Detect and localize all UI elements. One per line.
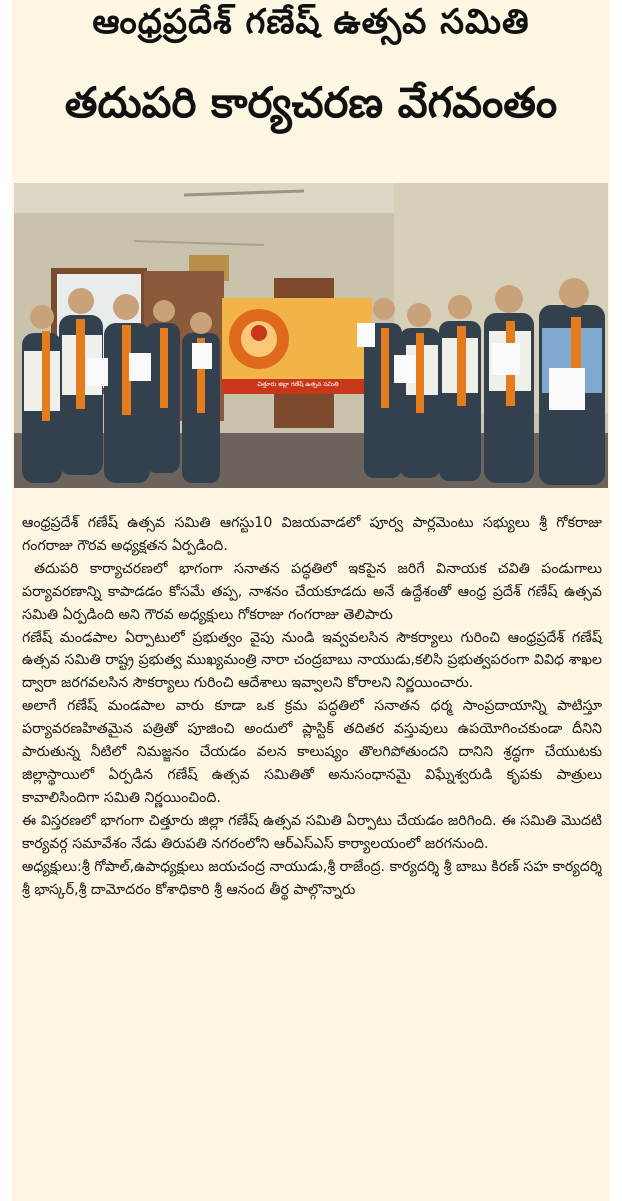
- news-photo: [14, 183, 608, 488]
- newspaper-clipping: [12, 0, 610, 1201]
- paragraph-2: తదుపరి కార్యాచరణలో భాగంగా సనాతన పద్ధతిలో ఇకపైన జరిగే వినాయక చవితి పండుగాలు పర్యావరణాన్ని కాపాడడం కోసమే తప్ప, నాశనం చేయకూడదు అనే ఉద్దేశంతో ఆంధ్ర ప్రదేశ్ గణేష్ ఉత్సవ సమితి ఏర్పడింది అని గౌరవ అధ్యక్షులు గోకరాజు గంగరాజు తెలిపారు: [22, 560, 602, 623]
- article-body: [22, 512, 602, 901]
- banner-text: చిత్తూరు జిల్లా గణేష్ ఉత్సవ సమితి: [257, 381, 339, 388]
- paragraph-4: అలాగే గణేష్ మండపాల వారు కూడా ఒక క్రమ పద్ధతిలో సనాతన ధర్మ సాంప్రదాయాన్ని పాటిస్తూ పర్యావరణహితమైన పత్రితో పూజించి అందులో ప్లాస్టిక్ తదితర వస్తువులు ఉపయోగించకుండా దీనిని పారుతున్న నీటిలో నిమజ్జనం చేయడం వలన కాలుష్యం తొలగిపోతుందని దానిని శ్రద్ధగా చేయుటకు జిల్లాస్థాయిలో ఏర్పడిన గణేష్ ఉత్సవ సమితితో అనుసంధానమై విఘ్నేశ్వరుడి కృపకు పాత్రులు కావాలిసిందిగా సమితి నిర్ణయించింది.: [22, 698, 602, 806]
- paragraph-1: ఆంధ్రప్రదేశ్ గణేష్ ఉత్సవ సమితి ఆగస్టు10 విజయవాడలో పూర్వ పార్లమెంటు సభ్యులు శ్రీ గోకరాజు గంగరాజు గౌరవ అధ్యక్షతన ఏర్పడింది.: [22, 515, 602, 554]
- headline-line-1: ఆంధ్రప్రదేశ్ గణేష్ ఉత్సవ సమితి: [92, 2, 530, 42]
- paragraph-5: ఈ విస్తరణలో భాగంగా చిత్తూరు జిల్లా గణేష్ ఉత్సవ సమితి ఏర్పాటు చేయడం జరిగింది. ఈ సమితి మొదటి కార్యవర్గ సమావేశం నేడు తిరుపతి నగరంలోని ఆర్ఎస్ఎస్ కార్యాలయంలో జరగనుంది.: [22, 812, 602, 852]
- paragraph-3: గణేష్ మండపాల ఏర్పాటులో ప్రభుత్వం వైపు నుండి ఇవ్వవలసిన సౌకర్యాలు గురించి ఆంధ్రప్రదేశ్ గణేష్ ఉత్సవ సమితి రాష్ట్ర ప్రభుత్వ ముఖ్యమంత్రి నారా చంద్రబాబు నాయుడు,కలిసి ప్రభుత్వపరంగా వివిధ శాఖల ద్వారా జరగవలసిన సౌకర్యాలు గురించి ఆదేశాలు ఇవ్వాలని కోరాలని నిర్ణయించారు.: [22, 629, 602, 692]
- headline-line-2: తదుపరి కార్యచరణ వేగవంతం: [64, 78, 558, 127]
- paragraph-6: అధ్యక్షులు:శ్రీ గోపాల్,ఉపాధ్యక్షులు జయచంద్ర నాయుడు,శ్రీ రాజేంద్ర. కార్యదర్శి శ్రీ బాబు కిరణ్ సహ కార్యదర్శి శ్రీ భాస్కర్,శ్రీ దామోదరం కోశాధికారి శ్రీ ఆనంద తీర్థ పాల్గొన్నారు: [22, 858, 602, 898]
